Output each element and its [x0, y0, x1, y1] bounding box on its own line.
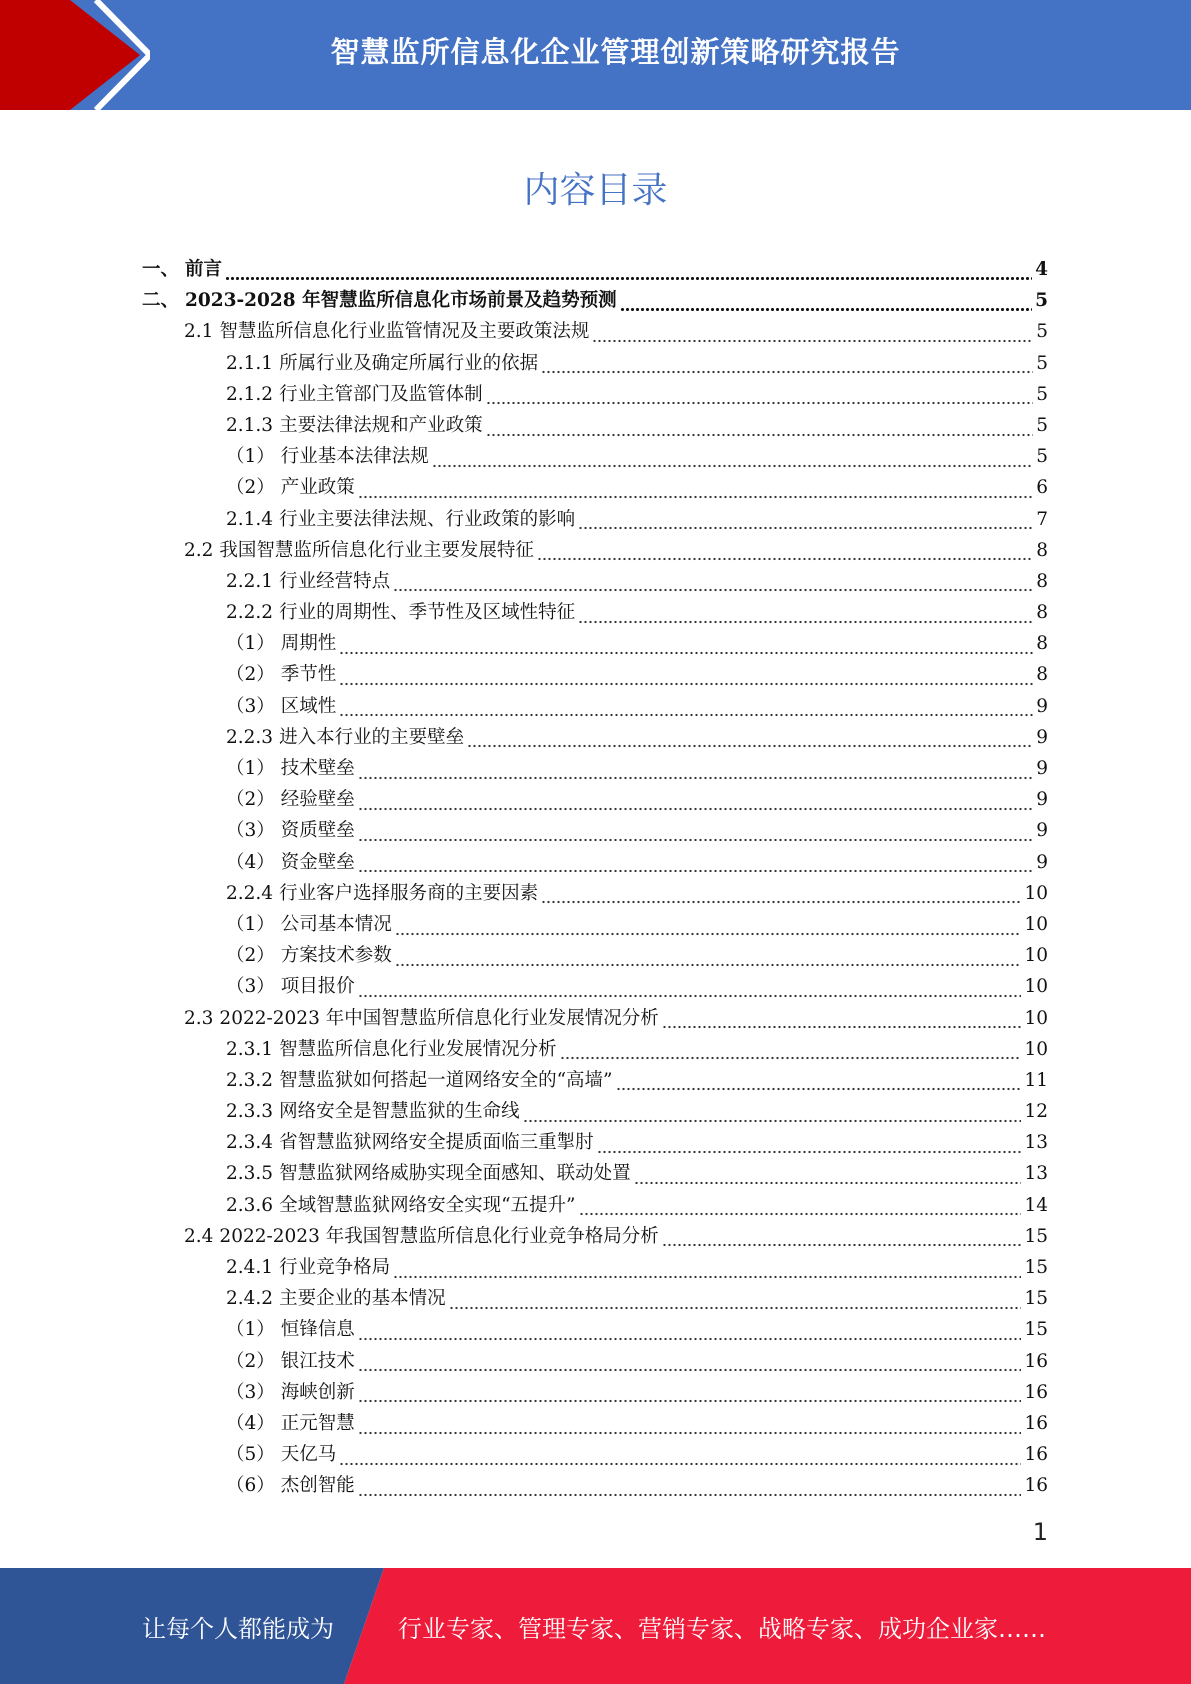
toc-dot-leader: [339, 672, 1033, 686]
toc-entry[interactable]: [142, 348, 1048, 379]
toc-entry-title: 2022-2023 年我国智慧监所信息化行业竞争格局分析: [219, 1225, 659, 1247]
toc-entry-title: 恒锋信息: [280, 1319, 355, 1341]
header-banner: [0, 0, 1191, 110]
toc-entry-title: 网络安全是智慧监狱的生命线: [279, 1101, 520, 1123]
toc-entry-title: 资质壁垒: [280, 820, 355, 842]
toc-entry[interactable]: [142, 1221, 1048, 1252]
toc-entry-number: （2）: [226, 789, 275, 811]
toc-entry-number: （1）: [226, 758, 275, 779]
toc-entry[interactable]: [142, 753, 1048, 784]
toc-entry-number: 2.3.2: [226, 1069, 274, 1091]
toc-entry-page: 8: [1036, 570, 1048, 592]
footer-slogan-right: 行业专家、管理专家、营销专家、战略专家、成功企业家……: [398, 1614, 1046, 1643]
toc-entry-title: 行业竞争格局: [279, 1257, 391, 1278]
toc-entry[interactable]: [142, 1034, 1048, 1065]
toc-entry[interactable]: [142, 597, 1048, 628]
toc-entry-number: （4）: [226, 1412, 275, 1434]
toc-entry-page: 9: [1036, 758, 1048, 779]
toc-entry-page: 16: [1024, 1475, 1048, 1497]
toc-entry-title: 产业政策: [280, 477, 355, 499]
toc-entry-title: 天亿马: [280, 1444, 337, 1466]
toc-entry[interactable]: [142, 940, 1048, 971]
toc-entry[interactable]: [142, 566, 1048, 597]
toc-dot-leader: [578, 610, 1033, 624]
toc-entry[interactable]: [142, 410, 1048, 441]
toc-dot-leader: [467, 734, 1033, 748]
toc-entry-page: 15: [1024, 1225, 1048, 1247]
toc-dot-leader: [358, 1358, 1022, 1372]
toc-entry-title: 省智慧监狱网络安全提质面临三重掣肘: [279, 1132, 594, 1154]
toc-entry-number: 2.1.4: [226, 508, 274, 530]
toc-entry-page: 7: [1036, 508, 1048, 530]
toc-entry[interactable]: [142, 971, 1048, 1002]
toc-dot-leader: [486, 391, 1034, 405]
toc-entry-number: 2.1.3: [226, 414, 274, 436]
toc-dot-leader: [537, 547, 1033, 561]
toc-entry[interactable]: [142, 722, 1048, 753]
toc-entry-number: 2.3.3: [226, 1101, 274, 1123]
toc-entry-page: 8: [1036, 602, 1048, 624]
toc-entry-page: 8: [1036, 633, 1048, 655]
toc-entry-number: （1）: [226, 446, 275, 468]
toc-entry-page: 5: [1036, 414, 1048, 436]
toc-entry-title: 行业基本法律法规: [280, 446, 429, 468]
toc-dot-leader: [395, 922, 1022, 936]
toc-dot-leader: [620, 298, 1033, 312]
toc-entry-page: 10: [1024, 1038, 1048, 1060]
toc-entry[interactable]: [142, 1158, 1048, 1189]
toc-entry[interactable]: [142, 659, 1048, 690]
toc-entry-page: 12: [1024, 1101, 1048, 1123]
toc-entry-title: 主要法律法规和产业政策: [279, 414, 483, 436]
toc-entry-number: 2.1.1: [226, 352, 274, 374]
footer-slogan-left: 让每个人都能成为: [142, 1614, 334, 1643]
toc-entry[interactable]: [142, 254, 1048, 285]
toc-entry-number: （2）: [226, 664, 275, 686]
toc-entry-number: 2.1.2: [226, 383, 274, 405]
toc-entry-number: （4）: [226, 851, 275, 873]
toc-entry-number: 2.4: [184, 1225, 214, 1247]
toc-entry-page: 15: [1024, 1288, 1048, 1310]
toc-entry-title: 银江技术: [280, 1350, 355, 1372]
toc-entry-page: 9: [1036, 851, 1048, 873]
toc-entry-number: 2.2.2: [226, 602, 274, 624]
toc-dot-leader: [358, 859, 1033, 873]
toc-entry-title: 海峡创新: [280, 1381, 355, 1403]
toc-entry-page: 10: [1024, 882, 1048, 904]
toc-entry[interactable]: [142, 878, 1048, 909]
toc-entry-page: 6: [1036, 477, 1048, 499]
toc-dot-leader: [358, 1389, 1022, 1403]
toc-dot-leader: [339, 703, 1033, 717]
toc-entry-page: 16: [1024, 1444, 1048, 1466]
toc-entry-title: 资金壁垒: [280, 851, 355, 873]
toc-entry-title: 周期性: [280, 633, 337, 655]
toc-entry[interactable]: [142, 691, 1048, 722]
toc-entry[interactable]: [142, 441, 1048, 472]
toc-entry-page: 15: [1024, 1257, 1048, 1278]
toc-entry-number: （3）: [226, 820, 275, 842]
toc-entry-title: 区域性: [280, 695, 337, 717]
toc-entry-number: 2.4.1: [226, 1257, 274, 1278]
toc-dot-leader: [393, 1265, 1021, 1279]
toc-dot-leader: [358, 1483, 1022, 1497]
toc-entry-page: 14: [1024, 1194, 1048, 1216]
toc-entry-number: 二、: [142, 290, 180, 312]
toc-entry-title: 正元智慧: [280, 1412, 355, 1434]
toc-dot-leader: [662, 1233, 1022, 1247]
toc-entry-number: （3）: [226, 976, 275, 998]
toc-entry-number: 一、: [142, 259, 180, 280]
toc-entry-number: 2.2.3: [226, 726, 274, 748]
toc-entry-number: 2.3.5: [226, 1163, 274, 1185]
toc-entry-number: 2.2: [184, 539, 214, 561]
toc-entry-title: 智慧监所信息化行业监管情况及主要政策法规: [219, 321, 590, 343]
toc-entry-title: 我国智慧监所信息化行业主要发展特征: [219, 539, 534, 561]
toc-entry-title: 行业经营特点: [279, 570, 391, 592]
toc-entry-title: 方案技术参数: [280, 945, 392, 967]
toc-entry-number: 2.3: [184, 1007, 214, 1029]
toc-dot-leader: [432, 454, 1033, 468]
toc-dot-leader: [616, 1077, 1022, 1091]
toc-dot-leader: [339, 641, 1033, 655]
toc-heading: 内容目录: [523, 170, 668, 211]
toc-entry-page: 13: [1024, 1132, 1048, 1154]
toc-dot-leader: [579, 1202, 1022, 1216]
report-title: 智慧监所信息化企业管理创新策略研究报告: [330, 34, 901, 69]
toc-entry-title: 项目报价: [280, 976, 355, 998]
toc-dot-leader: [358, 828, 1033, 842]
toc-dot-leader: [597, 1140, 1022, 1154]
toc-entry-title: 全域智慧监狱网络安全实现“五提升”: [279, 1194, 576, 1216]
toc-entry[interactable]: [142, 1439, 1048, 1470]
toc-entry-page: 8: [1036, 664, 1048, 686]
toc-dot-leader: [358, 1421, 1022, 1435]
toc-entry-title: 智慧监狱如何搭起一道网络安全的“高墙”: [279, 1069, 613, 1091]
toc-entry[interactable]: [142, 1377, 1048, 1408]
toc-dot-leader: [358, 1327, 1022, 1341]
toc-entry-page: 16: [1024, 1381, 1048, 1403]
toc-dot-leader: [592, 329, 1033, 343]
toc-entry-page: 16: [1024, 1350, 1048, 1372]
toc-entry-number: （2）: [226, 945, 275, 967]
toc-entry-title: 进入本行业的主要壁垒: [279, 726, 465, 748]
toc-dot-leader: [578, 516, 1033, 530]
toc-entry-page: 13: [1024, 1163, 1048, 1185]
toc-entry[interactable]: [142, 379, 1048, 410]
toc-entry-title: 前言: [185, 259, 223, 280]
toc-entry[interactable]: [142, 472, 1048, 503]
toc-entry[interactable]: [142, 847, 1048, 878]
toc-entry-title: 行业的周期性、季节性及区域性特征: [279, 602, 576, 624]
toc-dot-leader: [393, 578, 1033, 592]
toc-dot-leader: [634, 1171, 1022, 1185]
toc-entry-title: 技术壁垒: [280, 758, 355, 779]
toc-entry[interactable]: [142, 1065, 1048, 1096]
toc-entry-number: 2.3.4: [226, 1132, 274, 1154]
toc-dot-leader: [358, 797, 1033, 811]
toc-entry-number: 2.3.6: [226, 1194, 274, 1216]
toc-dot-leader: [358, 485, 1033, 499]
toc-entry-page: 4: [1035, 259, 1048, 280]
toc-dot-leader: [358, 984, 1022, 998]
toc-entry-title: 智慧监所信息化行业发展情况分析: [279, 1038, 557, 1060]
toc-entry[interactable]: [142, 628, 1048, 659]
toc-entry-title: 2022-2023 年中国智慧监所信息化行业发展情况分析: [219, 1007, 659, 1029]
toc-entry[interactable]: [142, 1408, 1048, 1439]
toc-entry[interactable]: [142, 1096, 1048, 1127]
toc-entry[interactable]: [142, 285, 1048, 316]
toc-entry-page: 16: [1024, 1412, 1048, 1434]
toc-entry[interactable]: [142, 784, 1048, 815]
toc-entry-page: 15: [1024, 1319, 1048, 1341]
toc-entry-title: 经验壁垒: [280, 789, 355, 811]
toc-entry-number: 2.2.4: [226, 882, 274, 904]
toc-entry[interactable]: [142, 815, 1048, 846]
toc-entry-page: 9: [1036, 695, 1048, 717]
toc-entry[interactable]: [142, 1003, 1048, 1034]
toc-dot-leader: [662, 1015, 1022, 1029]
toc-entry-page: 9: [1036, 820, 1048, 842]
toc-entry-title: 杰创智能: [280, 1475, 355, 1497]
toc-entry-page: 9: [1036, 789, 1048, 811]
toc-entry[interactable]: [142, 1127, 1048, 1158]
toc-dot-leader: [523, 1109, 1022, 1123]
toc-entry-number: （1）: [226, 1319, 275, 1341]
toc-entry-number: 2.2.1: [226, 570, 274, 592]
toc-entry-title: 公司基本情况: [280, 913, 392, 935]
toc-dot-leader: [560, 1046, 1022, 1060]
toc-dot-leader: [225, 267, 1032, 281]
toc-entry[interactable]: [142, 1283, 1048, 1314]
toc-dot-leader: [486, 423, 1034, 437]
toc-entry[interactable]: [142, 1252, 1048, 1283]
toc-dot-leader: [449, 1296, 1022, 1310]
toc-entry-title: 智慧监狱网络威胁实现全面感知、联动处置: [279, 1163, 631, 1185]
toc-entry[interactable]: [142, 535, 1048, 566]
toc-entry-page: 5: [1036, 383, 1048, 405]
toc-entry[interactable]: [142, 1190, 1048, 1221]
toc-dot-leader: [541, 360, 1033, 374]
toc-entry-title: 主要企业的基本情况: [279, 1288, 446, 1310]
page-number: 1: [1032, 1518, 1048, 1546]
toc-entry-page: 10: [1024, 1007, 1048, 1029]
toc-entry-title: 季节性: [280, 664, 337, 686]
toc-dot-leader: [541, 890, 1021, 904]
toc-entry-title: 2023-2028 年智慧监所信息化市场前景及趋势预测: [185, 290, 617, 312]
footer-banner: [0, 1568, 1191, 1684]
toc-entry-page: 5: [1036, 352, 1048, 374]
toc-entry-number: （2）: [226, 1350, 275, 1372]
table-of-contents: [142, 254, 1048, 1502]
toc-entry-number: 2.3.1: [226, 1038, 274, 1060]
toc-entry-page: 10: [1024, 976, 1048, 998]
toc-entry-page: 9: [1036, 726, 1048, 748]
toc-entry-page: 5: [1035, 290, 1048, 312]
toc-entry-number: （2）: [226, 477, 275, 499]
toc-entry-page: 8: [1036, 539, 1048, 561]
toc-entry-number: （3）: [226, 1381, 275, 1403]
toc-entry-page: 10: [1024, 945, 1048, 967]
toc-entry[interactable]: [142, 504, 1048, 535]
toc-entry-number: （1）: [226, 633, 275, 655]
toc-entry-page: 5: [1036, 321, 1048, 343]
toc-entry[interactable]: [142, 1346, 1048, 1377]
toc-entry-number: 2.4.2: [226, 1288, 274, 1310]
toc-entry-title: 行业主管部门及监管体制: [279, 383, 483, 405]
toc-entry-number: （1）: [226, 913, 275, 935]
toc-dot-leader: [395, 953, 1022, 967]
toc-entry[interactable]: [142, 1314, 1048, 1345]
toc-entry-title: 行业主要法律法规、行业政策的影响: [279, 508, 576, 530]
toc-entry[interactable]: [142, 1470, 1048, 1501]
toc-entry-number: 2.1: [184, 321, 214, 343]
toc-entry-number: （3）: [226, 695, 275, 717]
toc-entry-number: （6）: [226, 1475, 275, 1497]
toc-entry-page: 5: [1036, 446, 1048, 468]
toc-entry-title: 行业客户选择服务商的主要因素: [279, 882, 539, 904]
toc-entry[interactable]: [142, 909, 1048, 940]
toc-dot-leader: [358, 766, 1033, 780]
toc-entry[interactable]: [142, 316, 1048, 347]
toc-entry-page: 11: [1024, 1069, 1048, 1091]
toc-dot-leader: [339, 1452, 1021, 1466]
toc-entry-page: 10: [1024, 913, 1048, 935]
toc-entry-number: （5）: [226, 1444, 275, 1466]
toc-entry-title: 所属行业及确定所属行业的依据: [279, 352, 539, 374]
